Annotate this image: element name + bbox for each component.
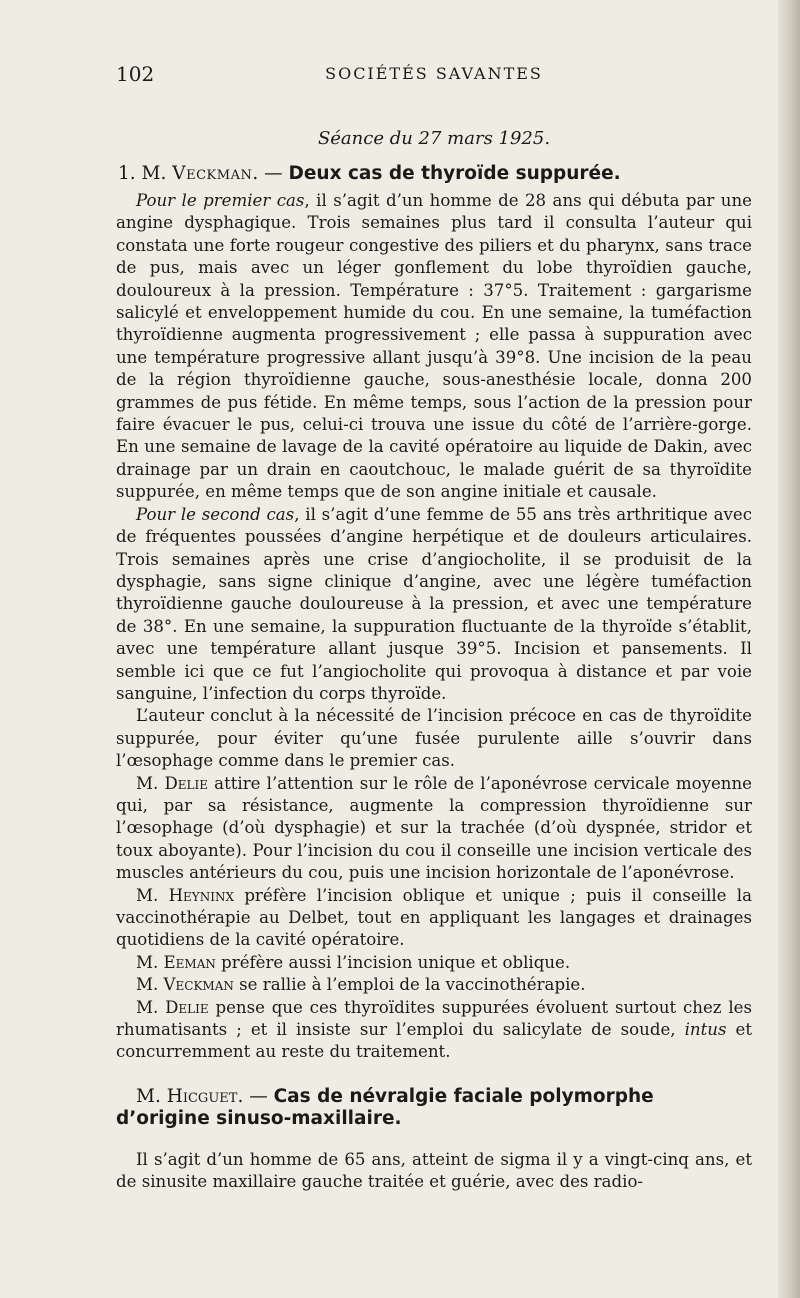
page-edge-shadow <box>778 0 800 1298</box>
case-2-author-prefix: M. <box>136 1085 161 1107</box>
discussant-name: Veckman <box>163 975 234 995</box>
discussion-prefix: M. <box>136 997 159 1017</box>
case-1-p2-lead: Pour le second cas <box>136 504 295 524</box>
case-1-paragraph-3: L’auteur conclut à la nécessité de l’incision précoce en cas de thyroïdite suppurée, pour éviter qu’une fusée purulente aille s’ouvrir dans l’œsophage comme dans le premier cas. <box>116 706 752 771</box>
case-2-title: Cas de névralgie faciale polymorphe d’origine sinuso-maxillaire. <box>116 1085 654 1130</box>
discussion-text-end: et concurremment au reste du traitement. <box>116 1020 753 1062</box>
discussion-text: préfère l’incision oblique et unique ; puis il conseille la vaccinothérapie au Delbet, tout en appliquant les langages et drainages quotidiens de la cavité opératoire. <box>116 885 752 950</box>
discussion-heyninx <box>116 885 752 952</box>
case-1-dash: . — <box>252 163 283 184</box>
discussion-prefix: M. <box>136 773 159 793</box>
discussion-prefix: M. <box>136 952 159 972</box>
case-2-author: Hicguet <box>166 1085 238 1107</box>
case-1-paragraph-1 <box>116 190 752 504</box>
case-2-heading <box>116 1086 752 1131</box>
discussion-text: pense que ces thyroïdites suppurées évoluent surtout chez les rhumatisants ; et il insiste sur l’emploi du salicylate de soude, <box>116 997 752 1040</box>
running-head <box>116 62 752 92</box>
running-title: SOCIÉTÉS SAVANTES <box>325 64 543 83</box>
discussion-delie <box>116 773 752 885</box>
case-2-dash: . — <box>237 1085 268 1107</box>
discussion-prefix: M. <box>136 885 159 905</box>
discussant-name: Eeman <box>163 952 216 972</box>
discussion-text: se rallie à l’emploi de la vaccinothérapie. <box>233 975 586 995</box>
case-1-heading <box>116 163 752 184</box>
case-1-author: Veckman <box>172 163 253 184</box>
discussion-text: préfère aussi l’incision unique et oblique. <box>215 952 571 972</box>
discussion-italic: intus <box>684 1020 727 1040</box>
section-separator <box>116 1064 752 1086</box>
case-2-paragraph-1: Il s’agit d’un homme de 65 ans, atteint de sigma il y a vingt-cinq ans, et de sinusite maxillaire gauche traitée et guérie, avec des radio- <box>116 1149 752 1192</box>
discussion-veckman <box>116 974 752 996</box>
discussion-eeman <box>116 952 752 974</box>
case-1-paragraph-2 <box>116 504 752 706</box>
case-1-number: 1. <box>118 163 136 184</box>
case-1-title: Deux cas de thyroïde suppurée. <box>288 163 621 184</box>
discussant-name: Delie <box>165 997 209 1017</box>
document-page <box>116 62 752 1193</box>
case-1-p1-lead: Pour le premier cas <box>136 191 305 210</box>
discussion-text: attire l’attention sur le rôle de l’aponévrose cervicale moyenne qui, par sa résistance, augmente la compression thyroïdienne sur l’œsophage (d’où dysphagie) et sur la trachée (d’où dyspnée, stridor et toux aboyante). Pour l’incision du cou il conseille une incision verticale des muscles antérieurs du cou, puis une incision horizontale de l’aponévrose. <box>116 773 752 883</box>
case-1-p2-text: , il s’agit d’une femme de 55 ans très arthritique avec de fréquentes poussées d’angine herpétique et de douleurs articulaires. Trois semaines après une crise d’angiocholite, il se produisit de la dysphagie, sans signe clinique d’angine, avec une légère tuméfaction thyroïdienne gauche douloureuse à la pression, et avec une température de 38°. En une semaine, la suppuration fluctuante de la thyroïde s’établit, avec une température allant jusque 39°5. Incision et pansements. Il semble ici que ce fut l’angiocholite qui provoqua à distance et par voie sanguine, l’infection du corps thyroïde. <box>116 504 752 703</box>
page-number: 102 <box>116 62 155 86</box>
discussion-prefix: M. <box>136 975 159 995</box>
discussant-name: Heyninx <box>168 885 235 905</box>
discussant-name: Delie <box>164 773 208 793</box>
case-1-author-prefix: M. <box>141 163 167 184</box>
session-date: Séance du 27 mars 1925. <box>317 128 551 149</box>
discussion-delie-2 <box>116 997 752 1064</box>
case-1-p1-text: , il s’agit d’un homme de 28 ans qui débuta par une angine dysphagique. Trois semaines plus tard il consulta l’auteur qui constata une forte rougeur congestive des piliers et du pharynx, sans trace de pus, mais avec un léger gonflement du lobe thyroïdien gauche, douloureux à la pression. Température : 37°5. Traitement : gargarisme salicylé et enveloppement humide du cou. En une semaine, la tuméfaction thyroïdienne augmenta progressivement ; elle passa à suppuration avec une température progressive allant jusqu’à 39°8. Une incision de la peau de la région thyroïdienne gauche, sous-anesthésie locale, donna 200 grammes de pus fétide. En même temps, sous l’action de la pression pour faire évacuer le pus, celui-ci trouva une issue du côté de l’arrière-gorge. En une semaine de lavage de la cavité opératoire au liquide de Dakin, avec drainage par un drain en caoutchouc, le malade guérit de sa thyroïdite suppurée, en même temps que de son angine initiale et causale. <box>116 191 752 502</box>
